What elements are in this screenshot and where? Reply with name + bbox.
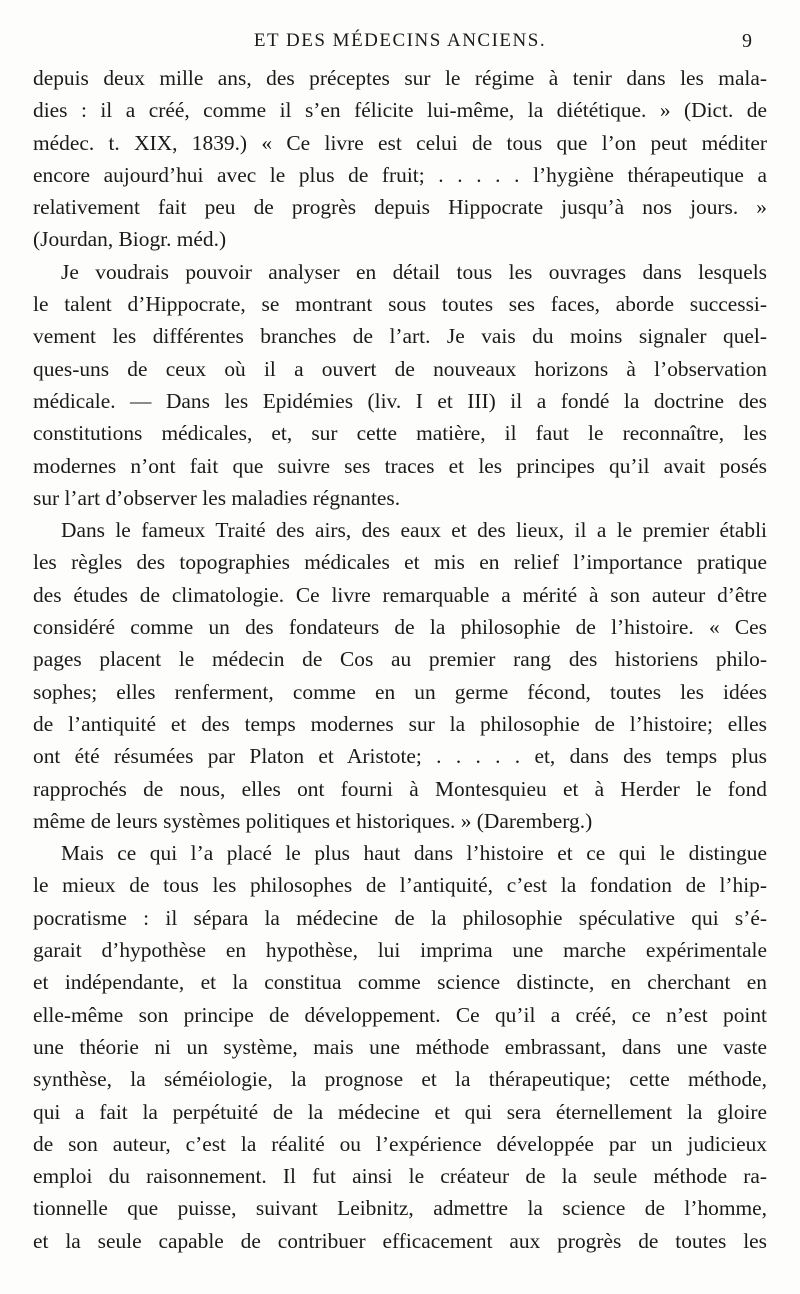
text-line: des études de climatologie. Ce livre remarquable a mérité à son auteur d’être <box>33 582 767 607</box>
page-header <box>30 26 770 58</box>
text-line: elle-même son principe de développement. Ce qu’il a créé, ce n’est point <box>33 1002 767 1027</box>
text-line: relativement fait peu de progrès depuis Hippocrate jusqu’à nos jours. » <box>33 195 767 220</box>
text-line: et indépendante, et la constitua comme science distincte, en cherchant en <box>33 970 767 995</box>
text-line: dies : il a créé, comme il s’en félicite lui-même, la diététique. » (Dict. de <box>33 98 767 123</box>
text-line: sur l’art d’observer les maladies régnantes. <box>33 485 401 510</box>
text-line: ont été résumées par Platon et Aristote; . . . . . et, dans des temps plus <box>33 744 767 769</box>
text-line: le talent d’Hippocrate, se montrant sous toutes ses faces, aborde successi- <box>33 292 767 317</box>
text-line: depuis deux mille ans, des préceptes sur le régime à tenir dans les mala- <box>33 66 767 90</box>
paragraph <box>33 62 767 256</box>
text-line: Je voudrais pouvoir analyser en détail tous les ouvrages dans lesquels <box>61 259 767 284</box>
text-line: (Jourdan, Biogr. méd.) <box>33 227 227 252</box>
text-line: modernes n’ont fait que suivre ses traces et les principes qu’il avait posés <box>33 453 767 478</box>
text-line: constitutions médicales, et, sur cette matière, il faut le reconnaître, les <box>33 421 767 446</box>
text-line: rapprochés de nous, elles ont fourni à Montesquieu et à Herder le fond <box>33 776 767 801</box>
text-line: le mieux de tous les philosophes de l’antiquité, c’est la fondation de l’hip- <box>33 873 767 898</box>
text-line: pocratisme : il sépara la médecine de la philosophie spéculative qui s’é- <box>33 905 767 930</box>
body-text <box>33 62 767 1257</box>
running-head: ET DES MÉDECINS ANCIENS. <box>253 30 547 51</box>
text-line: vement les différentes branches de l’art. Je vais du moins signaler quel- <box>33 324 767 349</box>
text-line: une théorie ni un système, mais une méthode embrassant, dans une vaste <box>33 1034 767 1059</box>
text-line: de son auteur, c’est la réalité ou l’expérience développée par un judicieux <box>33 1131 767 1156</box>
text-line: même de leurs systèmes politiques et historiques. » (Daremberg.) <box>33 808 593 833</box>
paragraph <box>33 837 767 1257</box>
text-line: médec. t. XIX, 1839.) « Ce livre est celui de tous que l’on peut méditer <box>33 130 767 155</box>
text-line: pages placent le médecin de Cos au premier rang des historiens philo- <box>33 647 767 672</box>
text-line: garait d’hypothèse en hypothèse, lui imprima une marche expérimentale <box>33 938 767 963</box>
page-number: 9 <box>742 30 752 52</box>
text-line: synthèse, la séméiologie, la prognose et la thérapeutique; cette méthode, <box>33 1067 767 1092</box>
text-line: Dans le fameux Traité des airs, des eaux et des lieux, il a le premier établi <box>61 518 767 543</box>
text-line: sophes; elles renferment, comme en un germe fécond, toutes les idées <box>33 679 767 704</box>
text-line: tionnelle que puisse, suivant Leibnitz, admettre la science de l’homme, <box>33 1196 767 1221</box>
text-line: Mais ce qui l’a placé le plus haut dans l’histoire et ce qui le distingue <box>61 841 767 866</box>
text-line: de l’antiquité et des temps modernes sur la philosophie de l’histoire; elles <box>33 711 767 736</box>
text-line: et la seule capable de contribuer efficacement aux progrès de toutes les <box>33 1228 767 1253</box>
paragraph <box>33 256 767 514</box>
text-line: qui a fait la perpétuité de la médecine et qui sera éternellement la gloire <box>33 1099 767 1124</box>
paragraph <box>33 514 767 837</box>
text-line: les règles des topographies médicales et mis en relief l’importance pratique <box>33 550 767 575</box>
text-line: encore aujourd’hui avec le plus de fruit; . . . . . l’hygiène thérapeutique a <box>33 162 767 187</box>
text-line: considéré comme un des fondateurs de la philosophie de l’histoire. « Ces <box>33 615 767 640</box>
text-line: emploi du raisonnement. Il fut ainsi le créateur de la seule méthode ra- <box>33 1164 767 1189</box>
text-line: ques-uns de ceux où il a ouvert de nouveaux horizons à l’observation <box>33 356 767 381</box>
text-line: médicale. — Dans les Epidémies (liv. I et III) il a fondé la doctrine des <box>33 388 767 413</box>
